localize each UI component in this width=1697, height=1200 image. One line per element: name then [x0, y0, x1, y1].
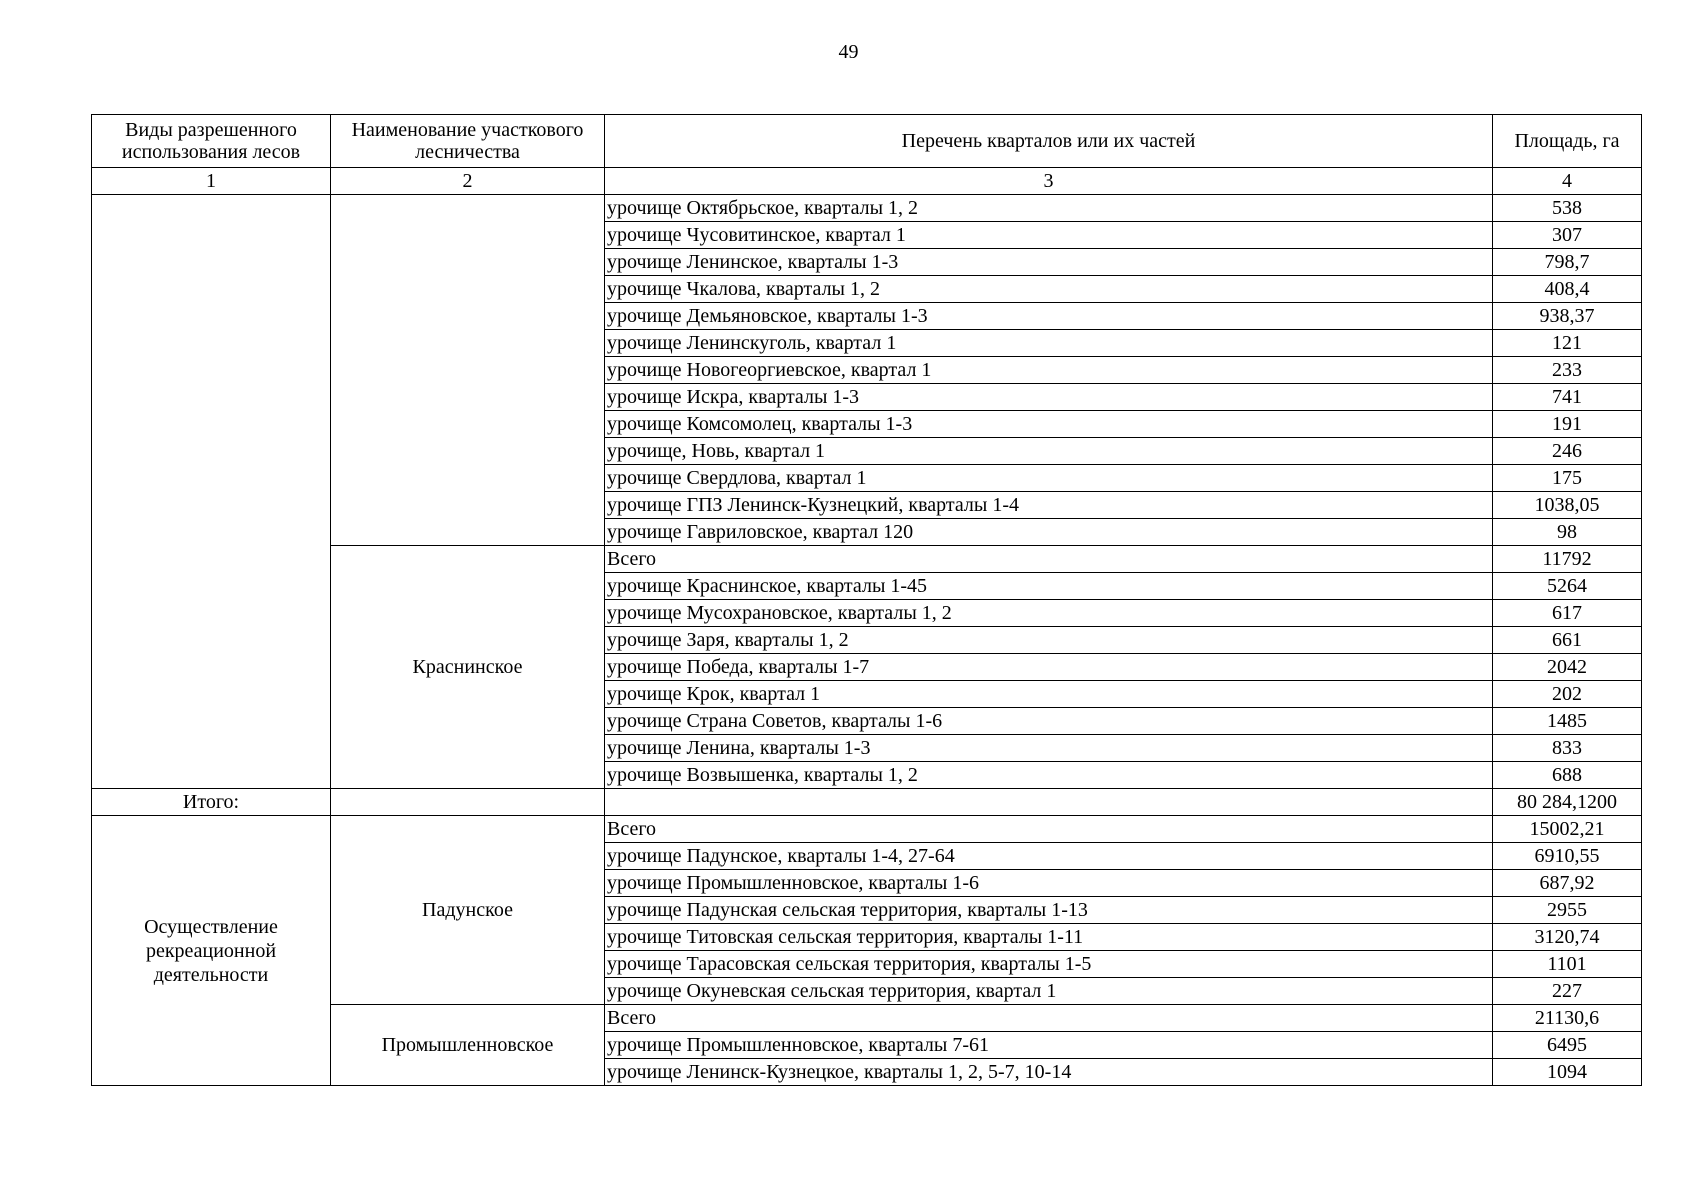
quarters-cell: урочище Победа, кварталы 1-7 — [605, 654, 1493, 681]
column-number: 3 — [605, 168, 1493, 195]
area-cell: 1038,05 — [1493, 492, 1642, 519]
quarters-cell: урочище Заря, кварталы 1, 2 — [605, 627, 1493, 654]
quarters-cell: Всего — [605, 1005, 1493, 1032]
table-row — [92, 816, 1642, 843]
quarters-cell: урочище ГПЗ Ленинск-Кузнецкий, кварталы 1-4 — [605, 492, 1493, 519]
header-forestry-name: Наименование участкового лесничества — [331, 115, 605, 168]
quarters-cell: урочище, Новь, квартал 1 — [605, 438, 1493, 465]
area-cell: 227 — [1493, 978, 1642, 1005]
area-cell: 687,92 — [1493, 870, 1642, 897]
area-cell: 688 — [1493, 762, 1642, 789]
area-cell: 833 — [1493, 735, 1642, 762]
area-cell: 938,37 — [1493, 303, 1642, 330]
quarters-cell: урочище Новогеоргиевское, квартал 1 — [605, 357, 1493, 384]
quarters-cell: урочище Ленинск-Кузнецкое, кварталы 1, 2, 5-7, 10-14 — [605, 1059, 1493, 1086]
area-cell: 1094 — [1493, 1059, 1642, 1086]
header-row — [92, 115, 1642, 168]
area-cell: 202 — [1493, 681, 1642, 708]
column-number: 4 — [1493, 168, 1642, 195]
use-type-cell: Осуществление рекреационной деятельности — [92, 816, 331, 1086]
forestry-name-cell: Падунское — [331, 816, 605, 1005]
page-number: 49 — [838, 41, 859, 63]
area-cell: 1485 — [1493, 708, 1642, 735]
area-cell: 6495 — [1493, 1032, 1642, 1059]
area-cell: 233 — [1493, 357, 1642, 384]
area-cell: 246 — [1493, 438, 1642, 465]
area-cell: 408,4 — [1493, 276, 1642, 303]
area-cell: 2042 — [1493, 654, 1642, 681]
area-cell: 798,7 — [1493, 249, 1642, 276]
quarters-cell: урочище Промышленновское, кварталы 1-6 — [605, 870, 1493, 897]
quarters-cell: урочище Октябрьское, кварталы 1, 2 — [605, 195, 1493, 222]
area-cell: 538 — [1493, 195, 1642, 222]
quarters-cell: урочище Демьяновское, кварталы 1-3 — [605, 303, 1493, 330]
table-body — [92, 195, 1642, 1086]
quarters-cell: урочище Падунская сельская территория, кварталы 1-13 — [605, 897, 1493, 924]
quarters-cell: урочище Мусохрановское, кварталы 1, 2 — [605, 600, 1493, 627]
empty-cell — [605, 789, 1493, 816]
forestry-name-cell: Промышленновское — [331, 1005, 605, 1086]
quarters-cell: Всего — [605, 546, 1493, 573]
area-cell: 11792 — [1493, 546, 1642, 573]
header-area: Площадь, га — [1493, 115, 1642, 168]
quarters-cell: урочище Гавриловское, квартал 120 — [605, 519, 1493, 546]
area-cell: 98 — [1493, 519, 1642, 546]
quarters-cell: урочище Ленина, кварталы 1-3 — [605, 735, 1493, 762]
forestry-name-cell: Краснинское — [331, 546, 605, 789]
quarters-cell: Всего — [605, 816, 1493, 843]
use-type-cell — [92, 195, 331, 789]
column-number-row — [92, 168, 1642, 195]
column-number: 2 — [331, 168, 605, 195]
area-cell: 307 — [1493, 222, 1642, 249]
column-number: 1 — [92, 168, 331, 195]
area-cell: 1101 — [1493, 951, 1642, 978]
total-label: Итого: — [92, 789, 331, 816]
quarters-cell: урочище Тарасовская сельская территория, кварталы 1-5 — [605, 951, 1493, 978]
area-cell: 175 — [1493, 465, 1642, 492]
header-use-type: Виды разрешенного использования лесов — [92, 115, 331, 168]
table-row — [92, 195, 1642, 222]
quarters-cell: урочище Чкалова, кварталы 1, 2 — [605, 276, 1493, 303]
area-cell: 121 — [1493, 330, 1642, 357]
total-area: 80 284,1200 — [1493, 789, 1642, 816]
quarters-cell: урочище Комсомолец, кварталы 1-3 — [605, 411, 1493, 438]
quarters-cell: урочище Ленинское, кварталы 1-3 — [605, 249, 1493, 276]
forest-use-table — [91, 114, 1642, 1086]
area-cell: 191 — [1493, 411, 1642, 438]
area-cell: 617 — [1493, 600, 1642, 627]
quarters-cell: урочище Свердлова, квартал 1 — [605, 465, 1493, 492]
forestry-name-cell — [331, 195, 605, 546]
quarters-cell: урочище Крок, квартал 1 — [605, 681, 1493, 708]
quarters-cell: урочище Ленинскуголь, квартал 1 — [605, 330, 1493, 357]
area-cell: 6910,55 — [1493, 843, 1642, 870]
area-cell: 3120,74 — [1493, 924, 1642, 951]
quarters-cell: урочище Возвышенка, кварталы 1, 2 — [605, 762, 1493, 789]
quarters-cell: урочище Краснинское, кварталы 1-45 — [605, 573, 1493, 600]
area-cell: 15002,21 — [1493, 816, 1642, 843]
quarters-cell: урочище Падунское, кварталы 1-4, 27-64 — [605, 843, 1493, 870]
quarters-cell: урочище Промышленновское, кварталы 7-61 — [605, 1032, 1493, 1059]
quarters-cell: урочище Окуневская сельская территория, квартал 1 — [605, 978, 1493, 1005]
total-row — [92, 789, 1642, 816]
area-cell: 5264 — [1493, 573, 1642, 600]
quarters-cell: урочище Титовская сельская территория, кварталы 1-11 — [605, 924, 1493, 951]
header-quarters-list: Перечень кварталов или их частей — [605, 115, 1493, 168]
quarters-cell: урочище Чусовитинское, квартал 1 — [605, 222, 1493, 249]
quarters-cell: урочище Искра, кварталы 1-3 — [605, 384, 1493, 411]
area-cell: 661 — [1493, 627, 1642, 654]
area-cell: 741 — [1493, 384, 1642, 411]
area-cell: 21130,6 — [1493, 1005, 1642, 1032]
empty-cell — [331, 789, 605, 816]
quarters-cell: урочище Страна Советов, кварталы 1-6 — [605, 708, 1493, 735]
area-cell: 2955 — [1493, 897, 1642, 924]
